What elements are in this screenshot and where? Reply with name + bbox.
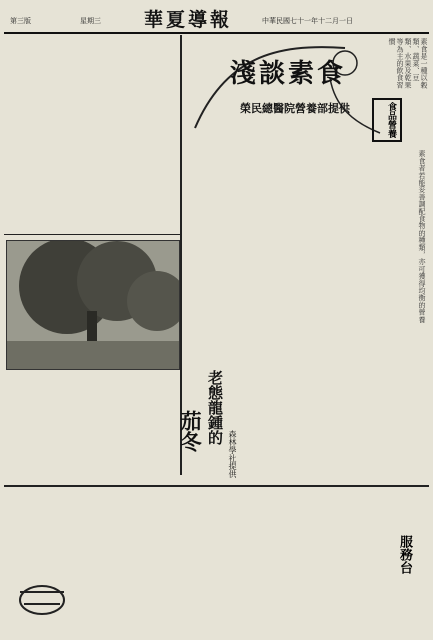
- tree-photo: [6, 240, 180, 370]
- byline: 榮民總醫院營養部提供: [240, 102, 350, 115]
- body-text: 素食者若能妥善調配食物的種類，亦可獲得均衡的營養: [418, 150, 426, 323]
- tree-title-line2: 茄冬: [178, 410, 203, 452]
- header: [4, 2, 429, 34]
- service-label: 服務台: [397, 535, 412, 574]
- tree-byline: 森林學社提供: [228, 430, 237, 478]
- page-number: 第三版: [10, 17, 31, 25]
- column-rule: [4, 234, 180, 235]
- tree-title-line1: 老態龍鍾的: [206, 370, 224, 445]
- tree-image: [7, 241, 179, 369]
- headline-area: [185, 38, 385, 143]
- masthead: 華夏導報: [144, 9, 233, 31]
- tree-article-title: [175, 370, 237, 490]
- pot-icon: [12, 560, 72, 620]
- body-text: 素食是一種以穀類、蔬菜、豆類、水果及乾果等為主的飲食習慣: [388, 38, 428, 89]
- section-tag: 食品營養: [372, 98, 402, 142]
- weekday: 星期三: [80, 17, 101, 25]
- issue-date: 中華民國七十一年十二月一日: [262, 17, 353, 25]
- headline: 淺談素食: [230, 59, 347, 89]
- section-logo: [12, 560, 72, 620]
